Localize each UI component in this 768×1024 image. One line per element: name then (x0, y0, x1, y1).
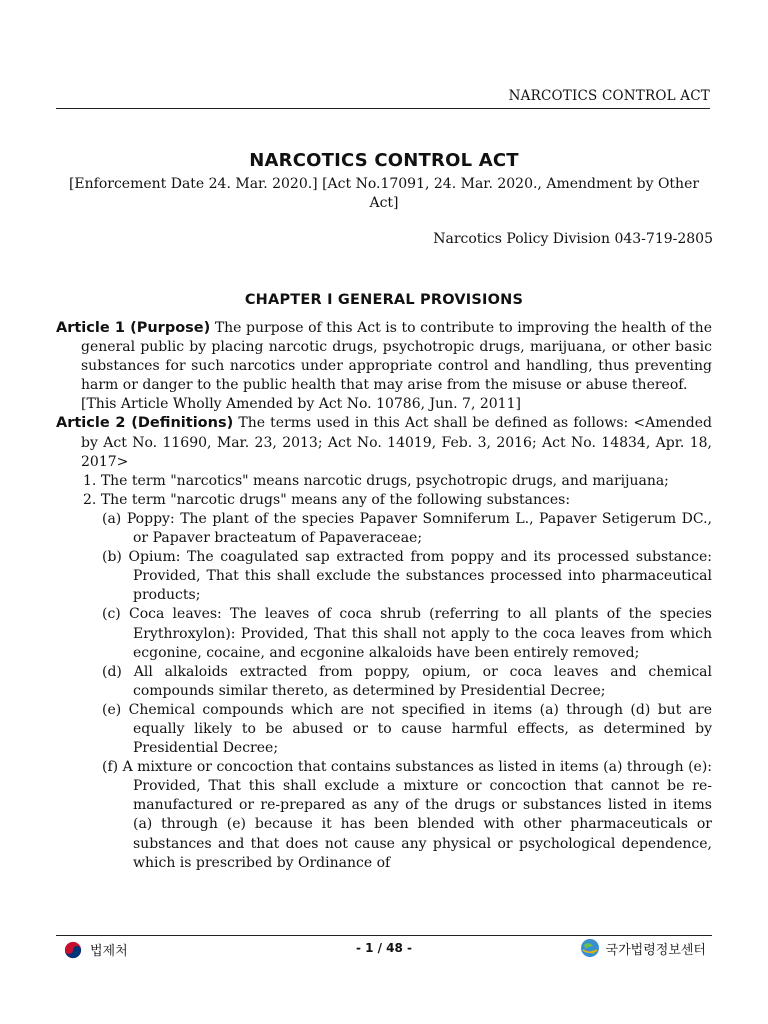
list-subitem (56, 663, 712, 701)
article-2 (56, 414, 712, 471)
article-2-heading: Article 2 (Definitions) (56, 415, 234, 432)
item-text: The term "narcotic drugs" means any of the following substances: (100, 491, 571, 508)
subitem-label: (a) (102, 510, 122, 527)
subitem-label: (d) (102, 663, 122, 680)
list-subitem (56, 758, 712, 873)
subitem-label: (e) (102, 701, 122, 718)
article-2-text: The terms used in this Act shall be defined as follows: <Amended by Act No. 11690, Mar. 23, 2013; Act No. 14019, Feb. 3, 2016; Act No. 14834, Apr. 18, 2017> (81, 415, 712, 470)
page-number: - 1 / 48 - (355, 941, 413, 955)
list-item (56, 491, 712, 510)
footer-right (580, 938, 706, 958)
subitem-label: (f) (102, 759, 119, 776)
running-header: NARCOTICS CONTROL ACT (56, 88, 710, 109)
article-1 (56, 319, 712, 395)
document-body (56, 319, 712, 873)
list-item (56, 472, 712, 491)
subitem-text: Opium: The coagulated sap extracted from poppy and its processed substance: Provided, That this shall exclude the substances processed into pharmaceutical products; (128, 549, 712, 604)
article-1-note: [This Article Wholly Amended by Act No. 10786, Jun. 7, 2011] (81, 396, 521, 413)
enforcement-info: [Enforcement Date 24. Mar. 2020.] [Act No.17091, 24. Mar. 2020., Amendment by Other Act] (68, 176, 700, 211)
chapter-heading: CHAPTER I GENERAL PROVISIONS (244, 292, 524, 308)
document-title: NARCOTICS CONTROL ACT (249, 150, 519, 171)
article-1-heading: Article 1 (Purpose) (56, 320, 211, 336)
responsible-division: Narcotics Policy Division 043-719-2805 (433, 231, 713, 247)
list-subitem (56, 701, 712, 758)
list-subitem (56, 548, 712, 605)
globe-icon (580, 938, 600, 958)
footer-divider (56, 935, 712, 936)
item-text: The term "narcotics" means narcotic drugs, psychotropic drugs, and marijuana; (100, 472, 669, 489)
article-1-text: The purpose of this Act is to contribute to improving the health of the general public by placing narcotic drugs, psychotropic drugs, marijuana, or other basic substances for such narcotics under appropriate control and handling, thus preventing harm or danger to the public health that may arise from the misuse or abuse thereof. (81, 320, 712, 394)
list-subitem (56, 605, 712, 662)
footer-right-org: 국가법령정보센터 (605, 942, 706, 958)
item-number: 2. (83, 491, 97, 508)
subitem-text: Poppy: The plant of the species Papaver Somniferum L., Papaver Setigerum DC., or Papaver bracteatum of Papaveraceae; (126, 510, 713, 547)
subitem-label: (b) (102, 549, 122, 566)
subitem-text: A mixture or concoction that contains substances as listed in items (a) through (e): Provided, That this shall exclude a mixture or concoction that cannot be re-manufactured or re-prepared as any of the drugs or substances listed in items (a) through (e) because it has been blended with other pharmaceuticals or substances and that does not cause any physical or psychological dependence, which is prescribed by Ordinance of (122, 759, 713, 871)
footer-left-org: 법제처 (90, 944, 128, 959)
list-subitem (56, 510, 712, 548)
subitem-label: (c) (102, 606, 121, 623)
item-number: 1. (83, 472, 97, 489)
subitem-text: Coca leaves: The leaves of coca shrub (referring to all plants of the species Erythroxylon): Provided, That this shall not apply to the coca leaves from which ecgonine, cocaine, and ecgonine alkaloids have been entirely removed; (129, 606, 712, 661)
subitem-text: Chemical compounds which are not specified in items (a) through (d) but are equally likely to be abused or to cause harmful effects, as determined by Presidential Decree; (128, 701, 713, 757)
subitem-text: All alkaloids extracted from poppy, opium, or coca leaves and chemical compounds similar thereto, as determined by Presidential Decree; (133, 663, 712, 699)
